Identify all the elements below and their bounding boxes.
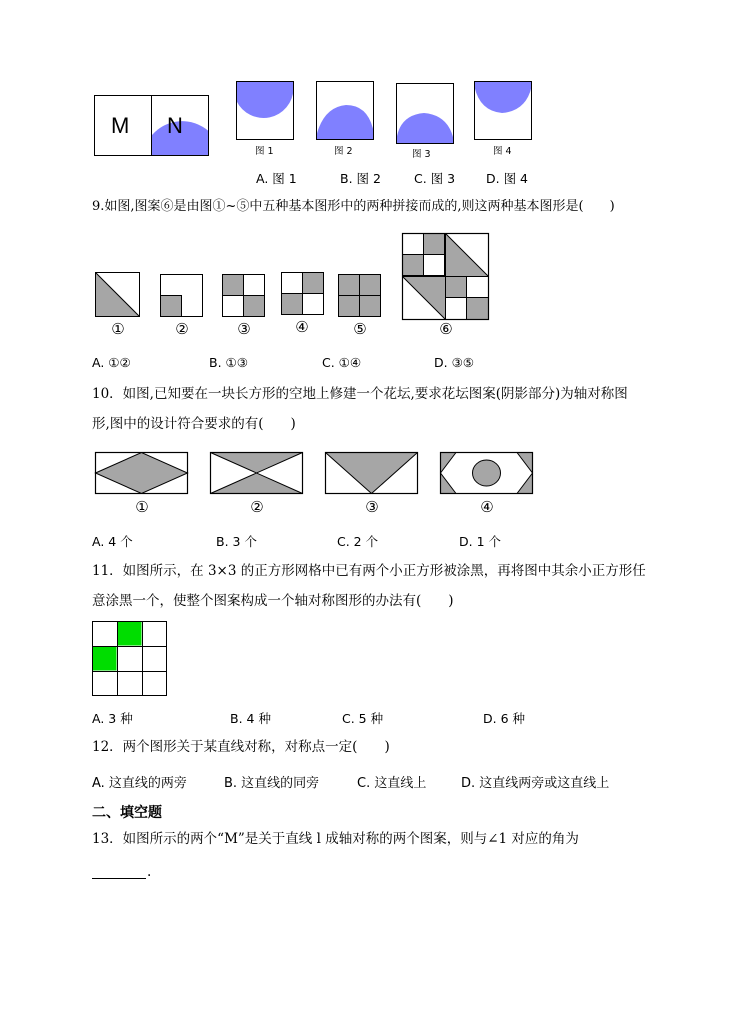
q9-option-b[interactable]: B. ①③ — [209, 355, 248, 370]
q10-option-d[interactable]: D. 1 个 — [459, 534, 501, 549]
q9-label-1: ① — [111, 320, 125, 338]
q9-label-4: ④ — [295, 318, 309, 336]
q11-option-d[interactable]: D. 6 种 — [483, 711, 525, 726]
fig3-option — [396, 83, 454, 145]
fig1-caption: 图 1 — [255, 146, 274, 157]
q9-shape-3 — [222, 274, 266, 318]
q9-shape-2 — [160, 274, 204, 318]
fig2-caption: 图 2 — [334, 146, 353, 157]
fig1-option — [236, 81, 294, 141]
q10-label-2: ② — [250, 498, 264, 516]
fig4-option — [474, 81, 532, 141]
q10-label-3: ③ — [365, 498, 379, 516]
q10-option-a[interactable]: A. 4 个 — [92, 534, 133, 549]
q9-shape-6 — [402, 233, 490, 321]
q10-label-1: ① — [135, 498, 149, 516]
q9-shape-5 — [338, 274, 382, 318]
q10-option-b[interactable]: B. 3 个 — [216, 534, 257, 549]
q10-design-1 — [95, 452, 189, 495]
q9-shape-4 — [281, 272, 325, 316]
q12-option-a[interactable]: A. 这直线的两旁 — [92, 776, 187, 791]
fig4-caption: 图 4 — [493, 146, 512, 157]
q11-stem-line2: 意涂黑一个，使整个图案构成一个轴对称图形的办法有( ) — [92, 593, 454, 609]
mn-letter-m: M — [111, 113, 130, 138]
q13-period: . — [147, 864, 152, 880]
q13-answer-blank[interactable] — [92, 877, 146, 879]
q8-option-c[interactable]: C. 图 3 — [414, 171, 456, 186]
q10-design-2 — [210, 452, 304, 495]
q10-option-c[interactable]: C. 2 个 — [337, 534, 379, 549]
q10-stem-line1: 10．如图,已知要在一块长方形的空地上修建一个花坛,要求花坛图案(阴影部分)为轴对称图 — [92, 386, 628, 402]
q11-option-a[interactable]: A. 3 种 — [92, 711, 133, 726]
q11-option-c[interactable]: C. 5 种 — [342, 711, 384, 726]
q8-option-b[interactable]: B. 图 2 — [340, 171, 381, 186]
q9-stem: 9.如图,图案⑥是由图①~⑤中五种基本图形中的两种拼接而成的,则这两种基本图形是( ) — [92, 199, 615, 214]
q10-label-4: ④ — [480, 498, 494, 516]
q12-option-c[interactable]: C. 这直线上 — [357, 776, 427, 791]
q9-label-2: ② — [175, 320, 189, 338]
q10-design-4 — [440, 452, 534, 495]
q9-label-5: ⑤ — [353, 320, 367, 338]
q13-stem: 13．如图所示的两个“M”是关于直线 l 成轴对称的两个图案，则与∠1 对应的角为 — [92, 831, 579, 847]
fig3-caption: 图 3 — [412, 149, 431, 160]
mn-letter-n: N — [167, 113, 183, 138]
q8-option-a[interactable]: A. 图 1 — [256, 171, 297, 186]
q9-option-c[interactable]: C. ①④ — [322, 355, 362, 370]
q10-stem-line2: 形,图中的设计符合要求的有( ) — [92, 416, 296, 432]
q11-option-b[interactable]: B. 4 种 — [230, 711, 271, 726]
q9-option-a[interactable]: A. ①② — [92, 355, 131, 370]
q11-grid — [92, 621, 168, 697]
q9-label-6: ⑥ — [439, 320, 453, 338]
q9-label-3: ③ — [237, 320, 251, 338]
section-heading: 二、填空题 — [92, 805, 162, 821]
q12-option-b[interactable]: B. 这直线的同旁 — [224, 776, 320, 791]
q11-stem-line1: 11．如图所示，在 3×3 的正方形网格中已有两个小正方形被涂黑，再将图中其余小正方形任 — [92, 563, 646, 579]
q9-shape-1 — [95, 272, 141, 318]
q12-option-d[interactable]: D. 这直线两旁或这直线上 — [461, 776, 610, 791]
fig2-option — [316, 81, 374, 141]
q10-design-3 — [325, 452, 419, 495]
q9-option-d[interactable]: D. ③⑤ — [434, 355, 474, 370]
q8-option-d[interactable]: D. 图 4 — [486, 171, 528, 186]
q12-stem: 12．两个图形关于某直线对称，对称点一定( ) — [92, 739, 390, 755]
